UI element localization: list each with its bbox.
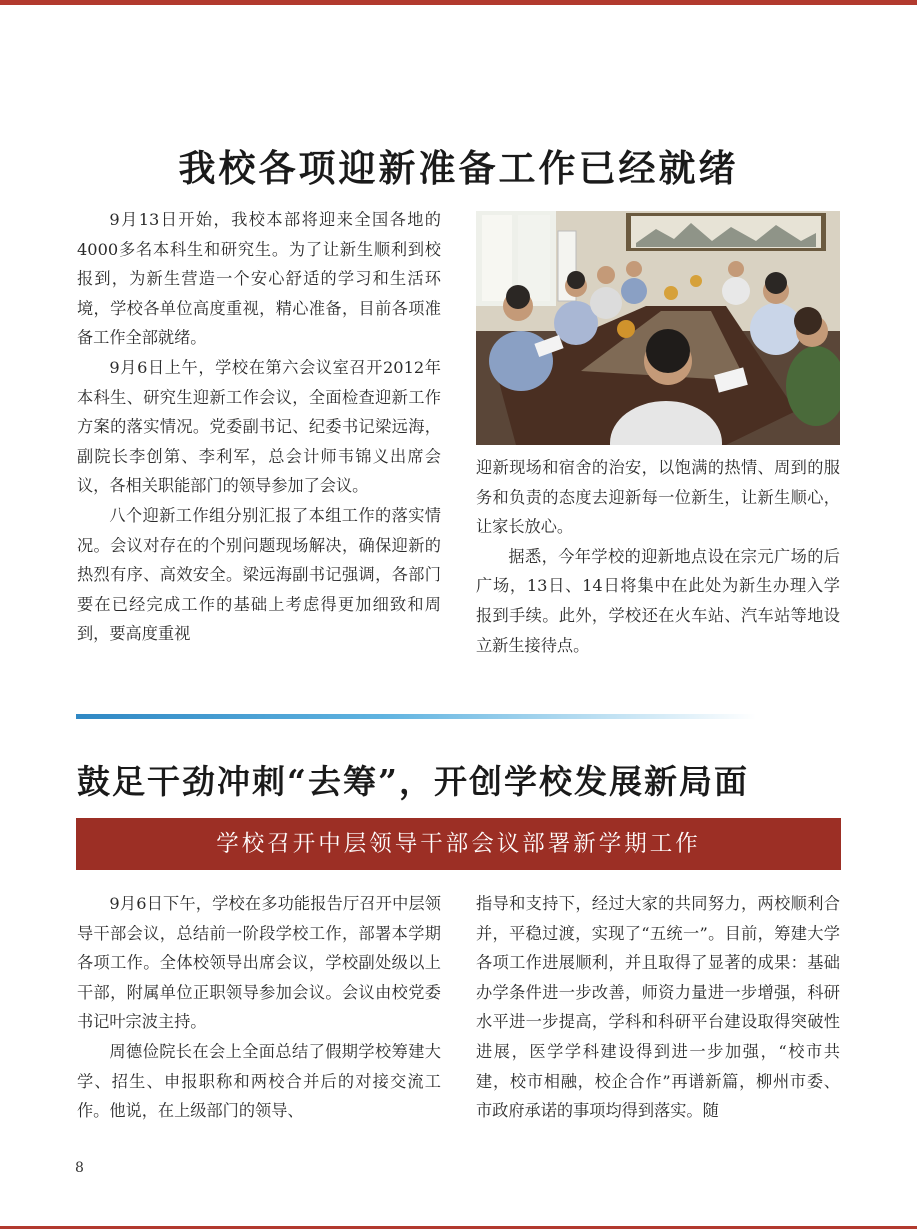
article1-paragraph: 迎新现场和宿舍的治安，以饱满的热情、周到的服务和负责的态度去迎新每一位新生，让新生顺心，让家长放心。 [476,458,840,537]
article1-title: 我校各项迎新准备工作已经就绪 [178,146,739,190]
article2-subtitle-banner: 学校召开中层领导干部会议部署新学期工作 [76,818,841,870]
article2-paragraph: 指导和支持下，经过大家的共同努力，两校顺利合并，平稳过渡，实现了“五统一”。目前，筹建大学各项工作进展顺利，并且取得了显著的成果：基础办学条件进一步改善，师资力量进一步增强，科研水平进一步提高，学科和科研平台建设取得突破性进展，医学学科建设得到进一步加强，“校市共建，校市相融，校企合作”再谱新篇，柳州市委、市政府承诺的事项均得到落实。随 [476,894,840,1121]
article1-paragraph: 八个迎新工作组分别汇报了本组工作的落实情况。会议对存在的个别问题现场解决，确保迎新的热烈有序、高效安全。梁远海副书记强调，各部门要在已经完成工作的基础上考虑得更加细致和周到，要高度重视 [77,505,441,644]
article1-left-column [77,205,441,649]
meeting-photo [476,211,840,445]
top-border-rule [0,0,917,5]
section-divider [76,714,756,719]
article2-paragraph: 周德俭院长在会上全面总结了假期学校筹建大学、招生、申报职称和两校合并后的对接交流工作。他说，在上级部门的领导、 [77,1041,441,1121]
article2-right-column [476,889,840,1126]
article2-title: 鼓足干劲冲刺“去筹”，开创学校发展新局面 [77,762,749,801]
article1-paragraph: 9月6日上午，学校在第六会议室召开2012年本科生、研究生迎新工作会议，全面检查迎新工作方案的落实情况。党委副书记、纪委书记梁远海，副院长李创第、李利军，总会计师韦锦义出席会议，各相关职能部门的领导参加了会议。 [77,357,441,496]
article2-paragraph: 9月6日下午，学校在多功能报告厅召开中层领导干部会议，总结前一阶段学校工作，部署本学期各项工作。全体校领导出席会议，学校副处级以上干部，附属单位正职领导参加会议。会议由校党委书记叶宗波主持。 [77,894,441,1032]
meeting-photo-illustration [476,211,840,445]
article1-paragraph: 9月13日开始，我校本部将迎来全国各地的4000多名本科生和研究生。为了让新生顺利到校报到，为新生营造一个安心舒适的学习和生活环境，学校各单位高度重视，精心准备，目前各项准备工作全部就绪。 [77,210,441,348]
bottom-border-rule [0,1226,917,1229]
article1-right-column [476,453,840,660]
page-number: 8 [75,1160,84,1176]
article2-left-column [77,889,441,1126]
article1-paragraph: 据悉，今年学校的迎新地点设在宗元广场的后广场，13日、14日将集中在此处为新生办理入学报到手续。此外，学校还在火车站、汽车站等地设立新生接待点。 [476,546,840,655]
